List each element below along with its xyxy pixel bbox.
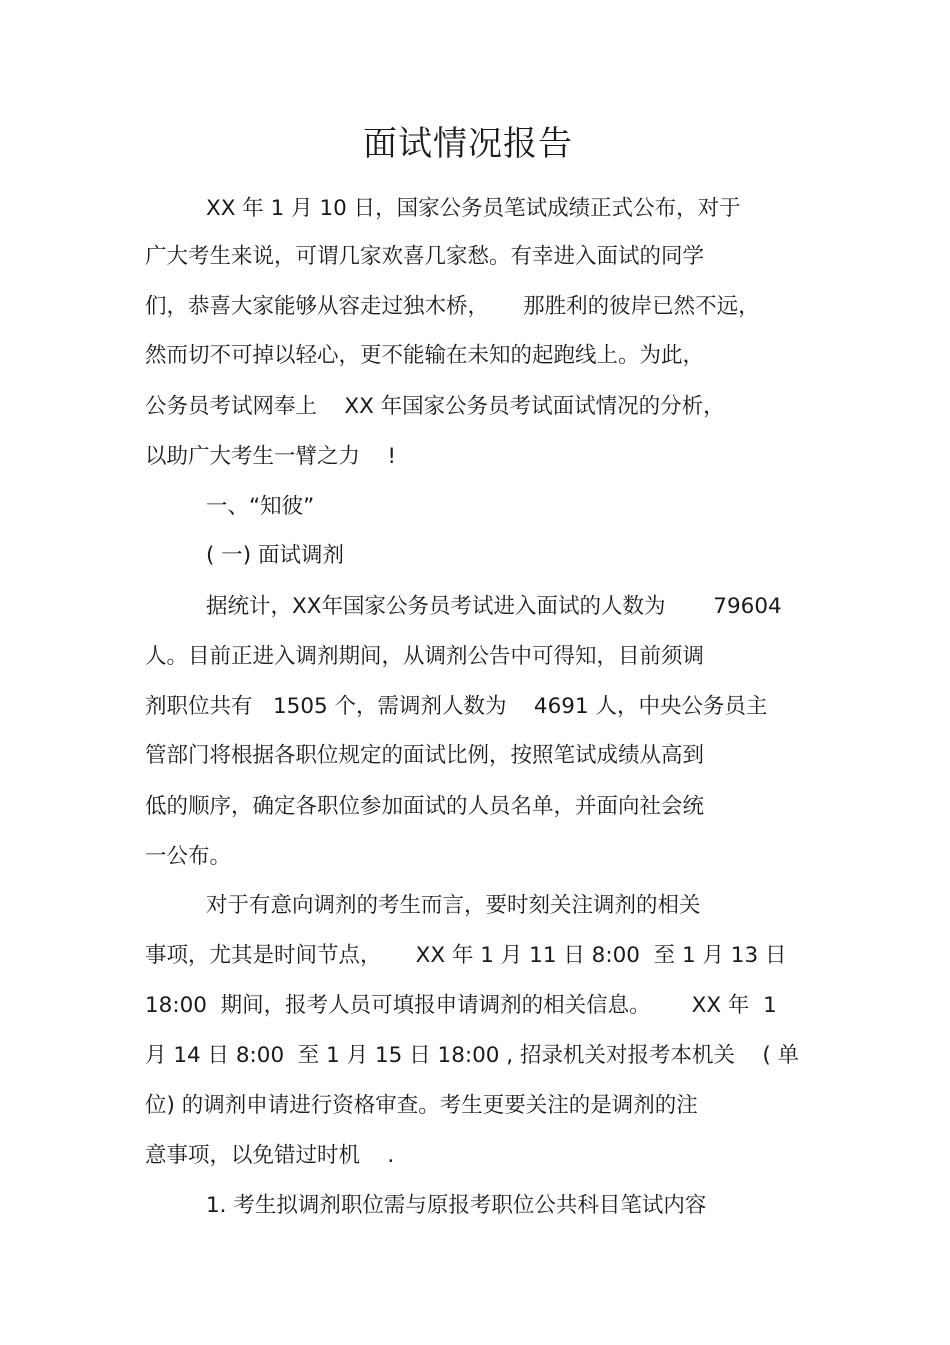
paragraph-line: 低的顺序，确定各职位参加面试的人员名单，并面向社会统 xyxy=(145,794,705,819)
paragraph-line: 据统计，XX年国家公务员考试进入面试的人数为 79604 xyxy=(206,594,782,619)
paragraph-line: 位) 的调剂申请进行资格审查。考生更要关注的是调剂的注 xyxy=(145,1093,698,1118)
list-item: 1. 考生拟调剂职位需与原报考职位公共科目笔试内容 xyxy=(206,1193,707,1218)
paragraph-line: 管部门将根据各职位规定的面试比例，按照笔试成绩从高到 xyxy=(145,743,705,768)
paragraph-line: 以助广大考生一臂之力 ! xyxy=(145,444,396,469)
paragraph-line: 事项，尤其是时间节点， XX 年 1 月 11 日 8:00 至 1 月 13 日 xyxy=(145,943,787,968)
paragraph-line: 意事项，以免错过时机 . xyxy=(145,1143,395,1168)
paragraph-line: 月 14 日 8:00 至 1 月 15 日 18:00 , 招录机关对报考本机关 ( 单 xyxy=(145,1043,800,1068)
paragraph-line: 然而切不可掉以轻心，更不能输在未知的起跑线上。为此， xyxy=(145,343,705,368)
paragraph-line: 剂职位共有 1505 个，需调剂人数为 4691 人，中央公务员主 xyxy=(145,694,768,719)
paragraph-line: 公务员考试网奉上 XX 年国家公务员考试面试情况的分析， xyxy=(145,394,725,419)
paragraph-line: 对于有意向调剂的考生而言，要时刻关注调剂的相关 xyxy=(206,893,701,918)
paragraph-line: 广大考生来说，可谓几家欢喜几家愁。有幸进入面试的同学 xyxy=(145,244,705,269)
paragraph-line: 们，恭喜大家能够从容走过独木桥， 那胜利的彼岸已然不远， xyxy=(145,294,760,319)
paragraph-line: 18:00 期间，报考人员可填报申请调剂的相关信息。 XX 年 1 xyxy=(145,993,777,1018)
section-heading: 一、“知彼” xyxy=(206,494,315,519)
paragraph-line: 一公布。 xyxy=(145,844,232,869)
paragraph-line: XX 年 1 月 10 日，国家公务员笔试成绩正式公布，对于 xyxy=(206,196,741,221)
document-title: 面试情况报告 xyxy=(363,124,573,164)
paragraph-line: 人。目前正进入调剂期间，从调剂公告中可得知，目前须调 xyxy=(145,644,705,669)
subsection-heading: ( 一) 面试调剂 xyxy=(206,543,344,568)
